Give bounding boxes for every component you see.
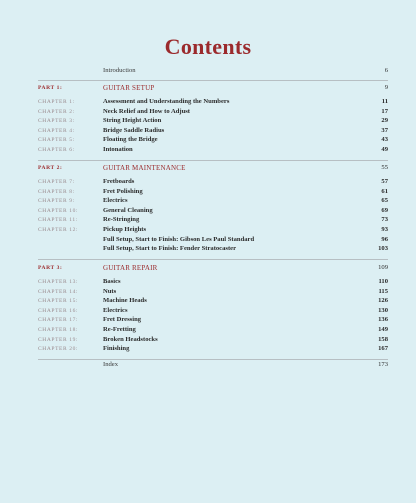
toc-part-3[interactable] xyxy=(0,264,416,274)
divider xyxy=(38,160,388,161)
part-page: 9 xyxy=(384,84,388,91)
chapter-title: Machine Heads xyxy=(103,297,147,305)
chapter-title: Bridge Saddle Radius xyxy=(103,126,165,134)
entry-page: 173 xyxy=(378,361,388,368)
part-label: PART 2: xyxy=(38,165,63,171)
chapter-page: 61 xyxy=(381,187,388,195)
chapter-page: 49 xyxy=(381,146,388,153)
chapter-page: 73 xyxy=(381,216,388,224)
toc-chapter[interactable] xyxy=(0,207,416,217)
chapter-title: Electrics xyxy=(103,197,128,205)
chapter-label: CHAPTER 17: xyxy=(38,317,79,324)
toc-chapter[interactable] xyxy=(0,336,416,346)
toc-chapter[interactable] xyxy=(0,226,416,236)
chapter-title: Fret Polishing xyxy=(103,187,143,195)
toc-chapter[interactable] xyxy=(0,307,416,317)
entry-title: Introduction xyxy=(103,67,136,74)
chapter-page: 93 xyxy=(381,226,388,233)
divider xyxy=(38,359,388,360)
chapter-title: Broken Headstocks xyxy=(103,335,158,343)
chapter-label: CHAPTER 1: xyxy=(38,99,75,105)
part-page: 55 xyxy=(381,164,388,171)
chapter-label: CHAPTER 16: xyxy=(38,307,79,314)
chapter-title: Pickup Heights xyxy=(103,226,147,233)
toc-chapter[interactable] xyxy=(0,188,416,198)
chapter-page: 126 xyxy=(378,297,388,305)
entry-page: 6 xyxy=(384,67,388,74)
chapter-label: CHAPTER 5: xyxy=(38,137,75,144)
toc-chapter[interactable] xyxy=(0,127,416,137)
toc-chapter[interactable] xyxy=(0,178,416,188)
toc-chapter[interactable] xyxy=(0,316,416,326)
toc-part-1[interactable] xyxy=(0,84,416,94)
chapter-page: 110 xyxy=(378,278,388,285)
toc-chapter[interactable] xyxy=(0,297,416,307)
toc-chapter[interactable] xyxy=(0,278,416,288)
chapter-page: 11 xyxy=(381,98,388,105)
extra-title: Full Setup, Start to Finish: Fender Stratocaster xyxy=(103,245,237,253)
toc-chapter[interactable] xyxy=(0,136,416,146)
toc-chapter[interactable] xyxy=(0,117,416,127)
entry-title: Index xyxy=(103,361,119,368)
chapter-page: 69 xyxy=(381,206,388,214)
chapter-label: CHAPTER 7: xyxy=(38,179,75,185)
chapter-title: Electrics xyxy=(103,306,128,314)
page-title: Contents xyxy=(164,34,252,59)
chapter-page: 65 xyxy=(381,197,388,205)
chapter-title: Re-Fretting xyxy=(103,326,136,333)
chapter-title: Floating the Bridge xyxy=(103,136,158,144)
toc-chapter[interactable] xyxy=(0,288,416,298)
chapter-title: Basics xyxy=(103,278,121,285)
chapter-page: 43 xyxy=(381,136,388,144)
toc-entry-intro[interactable] xyxy=(0,67,416,77)
chapter-title: String Height Action xyxy=(103,117,162,125)
chapter-page: 115 xyxy=(378,287,388,295)
chapter-label: CHAPTER 3: xyxy=(38,118,75,125)
chapter-page: 158 xyxy=(378,335,388,343)
part-label: PART 1: xyxy=(38,85,63,91)
chapter-page: 130 xyxy=(378,306,388,314)
chapter-label: CHAPTER 4: xyxy=(38,127,75,134)
chapter-title: Assessment and Understanding the Numbers xyxy=(103,98,230,105)
toc-chapter[interactable] xyxy=(0,108,416,118)
extra-title: Full Setup, Start to Finish: Gibson Les Paul Standard xyxy=(103,235,255,243)
toc-chapter[interactable] xyxy=(0,345,416,355)
chapter-page: 29 xyxy=(381,117,388,125)
chapter-label: CHAPTER 12: xyxy=(38,227,79,233)
toc-extra[interactable] xyxy=(0,236,416,246)
chapter-label: CHAPTER 13: xyxy=(38,279,79,285)
chapter-label: CHAPTER 2: xyxy=(38,108,75,115)
chapter-label: CHAPTER 19: xyxy=(38,336,79,343)
divider xyxy=(38,80,388,81)
part-title: GUITAR REPAIR xyxy=(103,264,158,272)
part-label: PART 3: xyxy=(38,265,63,271)
chapter-label: CHAPTER 8: xyxy=(38,188,75,195)
toc-chapter[interactable] xyxy=(0,326,416,336)
chapter-page: 57 xyxy=(381,178,388,185)
chapter-page: 37 xyxy=(381,126,388,134)
toc-extra[interactable] xyxy=(0,245,416,255)
chapter-title: Nuts xyxy=(103,287,117,295)
chapter-title: Fretboards xyxy=(103,178,135,185)
chapter-label: CHAPTER 15: xyxy=(38,298,79,305)
chapter-title: Finishing xyxy=(103,345,130,353)
part-title: GUITAR MAINTENANCE xyxy=(103,164,186,172)
toc-chapter[interactable] xyxy=(0,98,416,108)
toc-chapter[interactable] xyxy=(0,216,416,226)
toc-chapter[interactable] xyxy=(0,197,416,207)
chapter-title: Intonation xyxy=(103,146,133,153)
chapter-label: CHAPTER 6: xyxy=(38,147,75,153)
toc-part-2[interactable] xyxy=(0,164,416,174)
toc-chapter[interactable] xyxy=(0,146,416,156)
chapter-label: CHAPTER 18: xyxy=(38,327,79,333)
chapter-page: 136 xyxy=(378,316,388,324)
chapter-title: Neck Relief and How to Adjust xyxy=(103,107,190,115)
divider xyxy=(38,259,388,260)
extra-page: 103 xyxy=(378,245,388,253)
toc-entry-index[interactable] xyxy=(0,361,416,371)
chapter-title: General Cleaning xyxy=(103,206,153,214)
chapter-title: Re-Stringing xyxy=(103,216,140,224)
chapter-label: CHAPTER 10: xyxy=(38,207,79,214)
part-title: GUITAR SETUP xyxy=(103,84,155,92)
chapter-page: 17 xyxy=(381,107,388,115)
extra-page: 96 xyxy=(381,235,388,243)
chapter-label: CHAPTER 20: xyxy=(38,346,79,353)
chapter-label: CHAPTER 11: xyxy=(38,217,78,224)
part-page: 109 xyxy=(378,264,388,271)
chapter-page: 167 xyxy=(378,345,388,353)
chapter-title: Fret Dressing xyxy=(103,316,142,324)
chapter-label: CHAPTER 9: xyxy=(38,198,75,205)
chapter-label: CHAPTER 14: xyxy=(38,288,79,295)
chapter-page: 149 xyxy=(378,326,388,333)
